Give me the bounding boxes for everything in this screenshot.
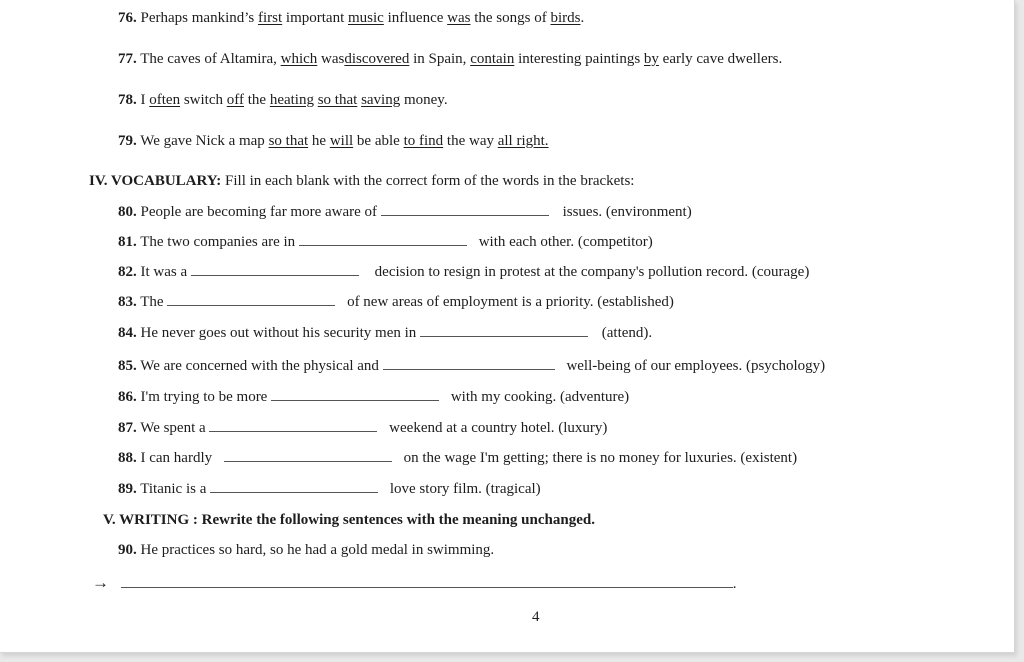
question-83 — [118, 293, 674, 311]
underlined-word: often — [149, 92, 181, 108]
text: We gave Nick a map — [140, 133, 265, 149]
underlined-word: will — [329, 133, 354, 149]
section-instruction: Fill in each blank with the correct form of the words in the brackets: — [225, 173, 635, 189]
question-number: 79. — [118, 133, 137, 149]
text: switch — [183, 92, 223, 108]
text: The caves of Altamira, — [140, 51, 277, 67]
text: love story film. (tragical) — [389, 481, 541, 497]
answer-blank[interactable] — [299, 233, 467, 246]
underlined-word: contain — [470, 51, 515, 67]
text: was — [321, 51, 345, 67]
question-number: 89. — [118, 481, 137, 497]
answer-blank[interactable] — [167, 293, 335, 306]
arrow-icon: → — [92, 573, 109, 592]
underlined-word: saving — [361, 92, 401, 108]
question-88 — [118, 449, 797, 467]
text: . — [732, 576, 737, 592]
text: People are becoming far more aware of — [140, 204, 378, 220]
underlined-word: music — [348, 10, 384, 26]
question-number: 84. — [118, 325, 137, 341]
text: He never goes out without his security men in — [140, 325, 417, 341]
question-81 — [118, 233, 653, 251]
underlined-word: first — [258, 10, 283, 26]
question-79 — [118, 132, 549, 150]
text: important — [285, 10, 345, 26]
section-vocabulary-heading — [89, 172, 634, 190]
section-instruction: Rewrite the following sentences with the meaning unchanged. — [201, 512, 595, 528]
question-76 — [118, 9, 584, 27]
underlined-word: so that — [268, 133, 309, 149]
question-78 — [118, 91, 448, 109]
question-87 — [118, 419, 607, 437]
text: The — [140, 294, 164, 310]
answer-blank[interactable] — [209, 419, 377, 432]
text: on the wage I'm getting; there is no money for luxuries. (existent) — [403, 450, 798, 466]
question-number: 86. — [118, 389, 137, 405]
text: the songs of — [474, 10, 547, 26]
text: interesting paintings — [518, 51, 641, 67]
question-number: 87. — [118, 420, 137, 436]
section-label: V. WRITING : — [103, 512, 198, 528]
text: The two companies are in — [140, 234, 296, 250]
text: with each other. (competitor) — [478, 234, 653, 250]
question-90 — [118, 541, 494, 559]
text: the way — [446, 133, 494, 149]
answer-blank[interactable] — [210, 480, 378, 493]
text: the — [247, 92, 267, 108]
text: (attend). — [601, 325, 653, 341]
text: We are concerned with the physical and — [140, 358, 379, 374]
rewrite-answer-line — [92, 574, 737, 593]
question-number: 83. — [118, 294, 137, 310]
text: He practices so hard, so he had a gold medal in swimming. — [140, 542, 495, 558]
underlined-word: to find — [403, 133, 444, 149]
question-80 — [118, 203, 692, 221]
answer-blank[interactable] — [121, 575, 733, 588]
text: be able — [356, 133, 400, 149]
text: early cave dwellers. — [662, 51, 783, 67]
question-number: 80. — [118, 204, 137, 220]
section-label: IV. VOCABULARY: — [89, 173, 222, 189]
answer-blank[interactable] — [381, 203, 549, 216]
question-89 — [118, 480, 541, 498]
question-number: 76. — [118, 10, 137, 26]
underlined-word: off — [226, 92, 244, 108]
question-number: 88. — [118, 450, 137, 466]
question-number: 77. — [118, 51, 137, 67]
text: well-being of our employees. (psychology) — [566, 358, 826, 374]
text: Perhaps mankind’s — [140, 10, 255, 26]
text: weekend at a country hotel. (luxury) — [389, 420, 608, 436]
text: money. — [403, 92, 448, 108]
question-77 — [118, 50, 782, 68]
text: with my cooking. (adventure) — [450, 389, 630, 405]
text: issues. (environment) — [562, 204, 692, 220]
underlined-word: birds — [550, 10, 581, 26]
text: influence — [387, 10, 444, 26]
underlined-word: heating — [269, 92, 314, 108]
underlined-word: all right. — [497, 133, 549, 149]
page-number: 4 — [532, 609, 540, 625]
question-number: 81. — [118, 234, 137, 250]
underlined-word: discovered — [344, 51, 410, 67]
section-writing-heading — [103, 511, 595, 529]
question-86 — [118, 388, 629, 406]
question-number: 85. — [118, 358, 137, 374]
text: of new areas of employment is a priority. (established) — [347, 294, 674, 310]
question-82 — [118, 263, 809, 281]
text: in Spain, — [413, 51, 467, 67]
text: he — [311, 133, 327, 149]
question-85 — [118, 357, 825, 375]
underlined-word: so that — [317, 92, 358, 108]
text: decision to resign in protest at the company's pollution record. (courage) — [374, 264, 810, 280]
question-number: 82. — [118, 264, 137, 280]
underlined-word: which — [280, 51, 318, 67]
text: . — [580, 10, 585, 26]
answer-blank[interactable] — [383, 357, 555, 370]
text: We spent a — [140, 420, 206, 436]
text: I can hardly — [140, 450, 213, 466]
underlined-word: by — [643, 51, 659, 67]
question-number: 78. — [118, 92, 137, 108]
text: Titanic is a — [140, 481, 207, 497]
text: It was a — [140, 264, 188, 280]
answer-blank[interactable] — [224, 449, 392, 462]
answer-blank[interactable] — [420, 324, 588, 337]
question-84 — [118, 324, 652, 342]
answer-blank[interactable] — [191, 263, 359, 276]
answer-blank[interactable] — [271, 388, 439, 401]
underlined-word: was — [447, 10, 471, 26]
text: I — [140, 92, 146, 108]
question-number: 90. — [118, 542, 137, 558]
text: I'm trying to be more — [140, 389, 268, 405]
